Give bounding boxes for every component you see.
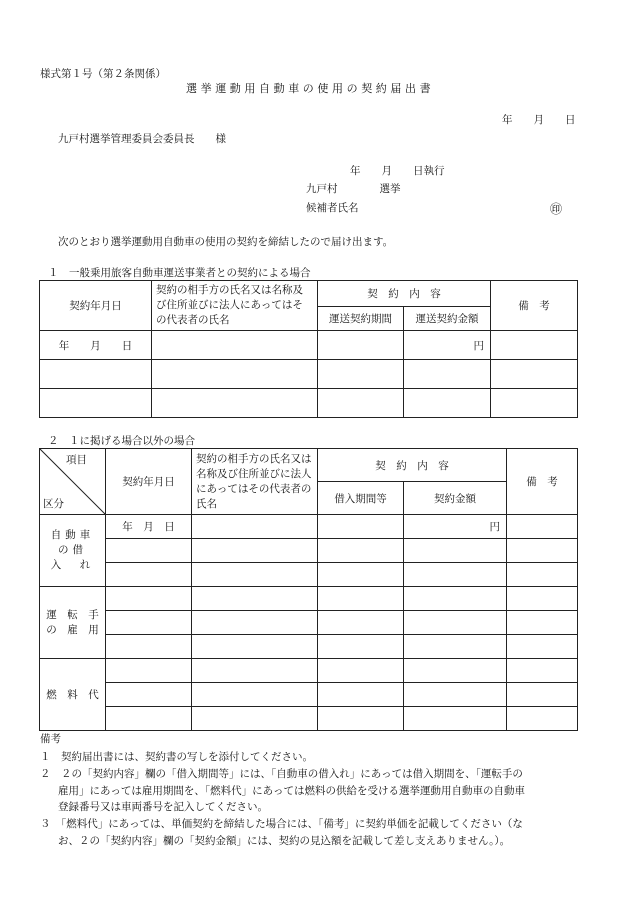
s2-cell [106, 683, 192, 707]
s2-cell [106, 707, 192, 731]
s2-cell [507, 539, 578, 563]
form-number: 様式第１号（第２条関係） [40, 68, 166, 80]
s2-cell [318, 683, 404, 707]
election-name: 九戸村 選挙 [306, 183, 401, 195]
s1-cell [404, 389, 491, 418]
s2-cell [192, 683, 318, 707]
s2-cell [404, 587, 507, 611]
s2-row-date: 年 月 日 [106, 515, 192, 539]
s2-cell [192, 587, 318, 611]
notes-heading: 備考 [40, 733, 61, 745]
s2-cell [507, 563, 578, 587]
s2-header-amount: 契約金額 [404, 482, 507, 515]
s2-cell [192, 515, 318, 539]
s2-cell [106, 539, 192, 563]
s1-cell [152, 389, 318, 418]
note-3-line1: ３ 「燃料代」にあっては、単価契約を締結した場合には、「備考」に契約単価を記載してください（な [40, 818, 523, 830]
s2-cell [106, 563, 192, 587]
s2-cell [404, 563, 507, 587]
s2-cell [192, 659, 318, 683]
s2-cell [318, 587, 404, 611]
note-1: １ 契約届出書には、契約書の写しを添付してください。 [40, 751, 313, 763]
form-title: 選挙運動用自動車の使用の契約届出書 [186, 82, 435, 95]
s2-header-period: 借入期間等 [318, 482, 404, 515]
s1-cell [404, 360, 491, 389]
s2-cell [507, 587, 578, 611]
s2-cell [106, 587, 192, 611]
s2-cell [318, 635, 404, 659]
s2-cell [318, 563, 404, 587]
s2-header-category: 区分 [43, 498, 64, 510]
s2-cell [404, 707, 507, 731]
s1-cell [152, 331, 318, 360]
s2-cell [318, 659, 404, 683]
s2-cell [106, 635, 192, 659]
s1-cell [318, 389, 404, 418]
s2-cell [507, 611, 578, 635]
s2-row-yen: 円 [404, 515, 507, 539]
s1-cell [491, 389, 578, 418]
s2-cell [192, 563, 318, 587]
s2-cell [192, 539, 318, 563]
election-date: 年 月 日執行 [350, 165, 445, 177]
section1-heading: １ 一般乗用旅客自動車運送事業者との契約による場合 [48, 267, 311, 279]
note-2-line2: 雇用」にあっては雇用期間を、「燃料代」にあっては燃料の供給を受ける選挙運動用自動車の自動車 [58, 785, 526, 797]
s2-category-fuel: 燃 料 代 [40, 659, 106, 731]
s2-cell [106, 611, 192, 635]
s1-cell [40, 360, 152, 389]
s2-cell [318, 707, 404, 731]
s1-header-remarks: 備 考 [491, 281, 578, 331]
s2-header-date: 契約年月日 [106, 449, 192, 515]
s2-header-party: 契約の相手方の氏名又は名称及び住所並びに法人にあってはその代表者の氏名 [192, 449, 318, 515]
s2-category-driver: 運 転 手の 雇 用 [40, 587, 106, 659]
s2-cell [507, 659, 578, 683]
s2-cell [404, 635, 507, 659]
s2-cell [507, 515, 578, 539]
s2-cell [507, 707, 578, 731]
s2-cell [507, 635, 578, 659]
s2-cell [404, 683, 507, 707]
s2-cell [192, 707, 318, 731]
s2-header-corner [40, 449, 106, 515]
s1-cell [491, 331, 578, 360]
s2-cell [507, 683, 578, 707]
s1-cell [152, 360, 318, 389]
section2-heading: ２ １に掲げる場合以外の場合 [48, 435, 195, 447]
s1-row-yen: 円 [404, 331, 491, 360]
candidate-name-label: 候補者氏名 [306, 202, 359, 214]
s2-cell [318, 611, 404, 635]
s1-cell [318, 360, 404, 389]
s2-cell [192, 635, 318, 659]
s1-header-amount: 運送契約金額 [404, 306, 491, 331]
seal-mark: ㊞ [550, 202, 563, 216]
s1-header-contract: 契 約 内 容 [318, 281, 491, 307]
s2-cell [318, 515, 404, 539]
s2-cell [404, 611, 507, 635]
s1-cell [40, 389, 152, 418]
section1-table [39, 280, 578, 418]
intro-text: 次のとおり選挙運動用自動車の使用の契約を締結したので届け出ます。 [58, 236, 394, 248]
note-2-line1: ２ ２の「契約内容」欄の「借入期間等」には、「自動車の借入れ」にあっては借入期間を、「運転手の [40, 768, 523, 780]
s2-category-car: 自動車の借 入 れ [40, 515, 106, 587]
section2-table [39, 448, 578, 731]
s2-cell [404, 539, 507, 563]
s2-cell [318, 539, 404, 563]
s1-cell [318, 331, 404, 360]
note-2-line3: 登録番号又は車両番号を記入してください。 [58, 801, 268, 813]
s2-cell [106, 659, 192, 683]
submission-date: 年 月 日 [502, 114, 576, 126]
s1-header-period: 運送契約期間 [318, 306, 404, 331]
note-3-line2: お、２の「契約内容」欄の「契約金額」には、契約の見込額を記載して差し支えありません。）。 [58, 835, 511, 847]
s1-row-date: 年 月 日 [40, 331, 152, 360]
s2-header-contract: 契 約 内 容 [318, 449, 507, 482]
addressee: 九戸村選挙管理委員会委員長 様 [58, 133, 226, 145]
s1-cell [491, 360, 578, 389]
s2-header-item: 項目 [66, 454, 87, 466]
s2-header-remarks: 備 考 [507, 449, 578, 515]
s2-cell [404, 659, 507, 683]
s1-header-date: 契約年月日 [40, 281, 152, 331]
s2-cell [192, 611, 318, 635]
s1-header-party: 契約の相手方の氏名又は名称及び住所並びに法人にあってはその代表者の氏名 [152, 281, 318, 331]
